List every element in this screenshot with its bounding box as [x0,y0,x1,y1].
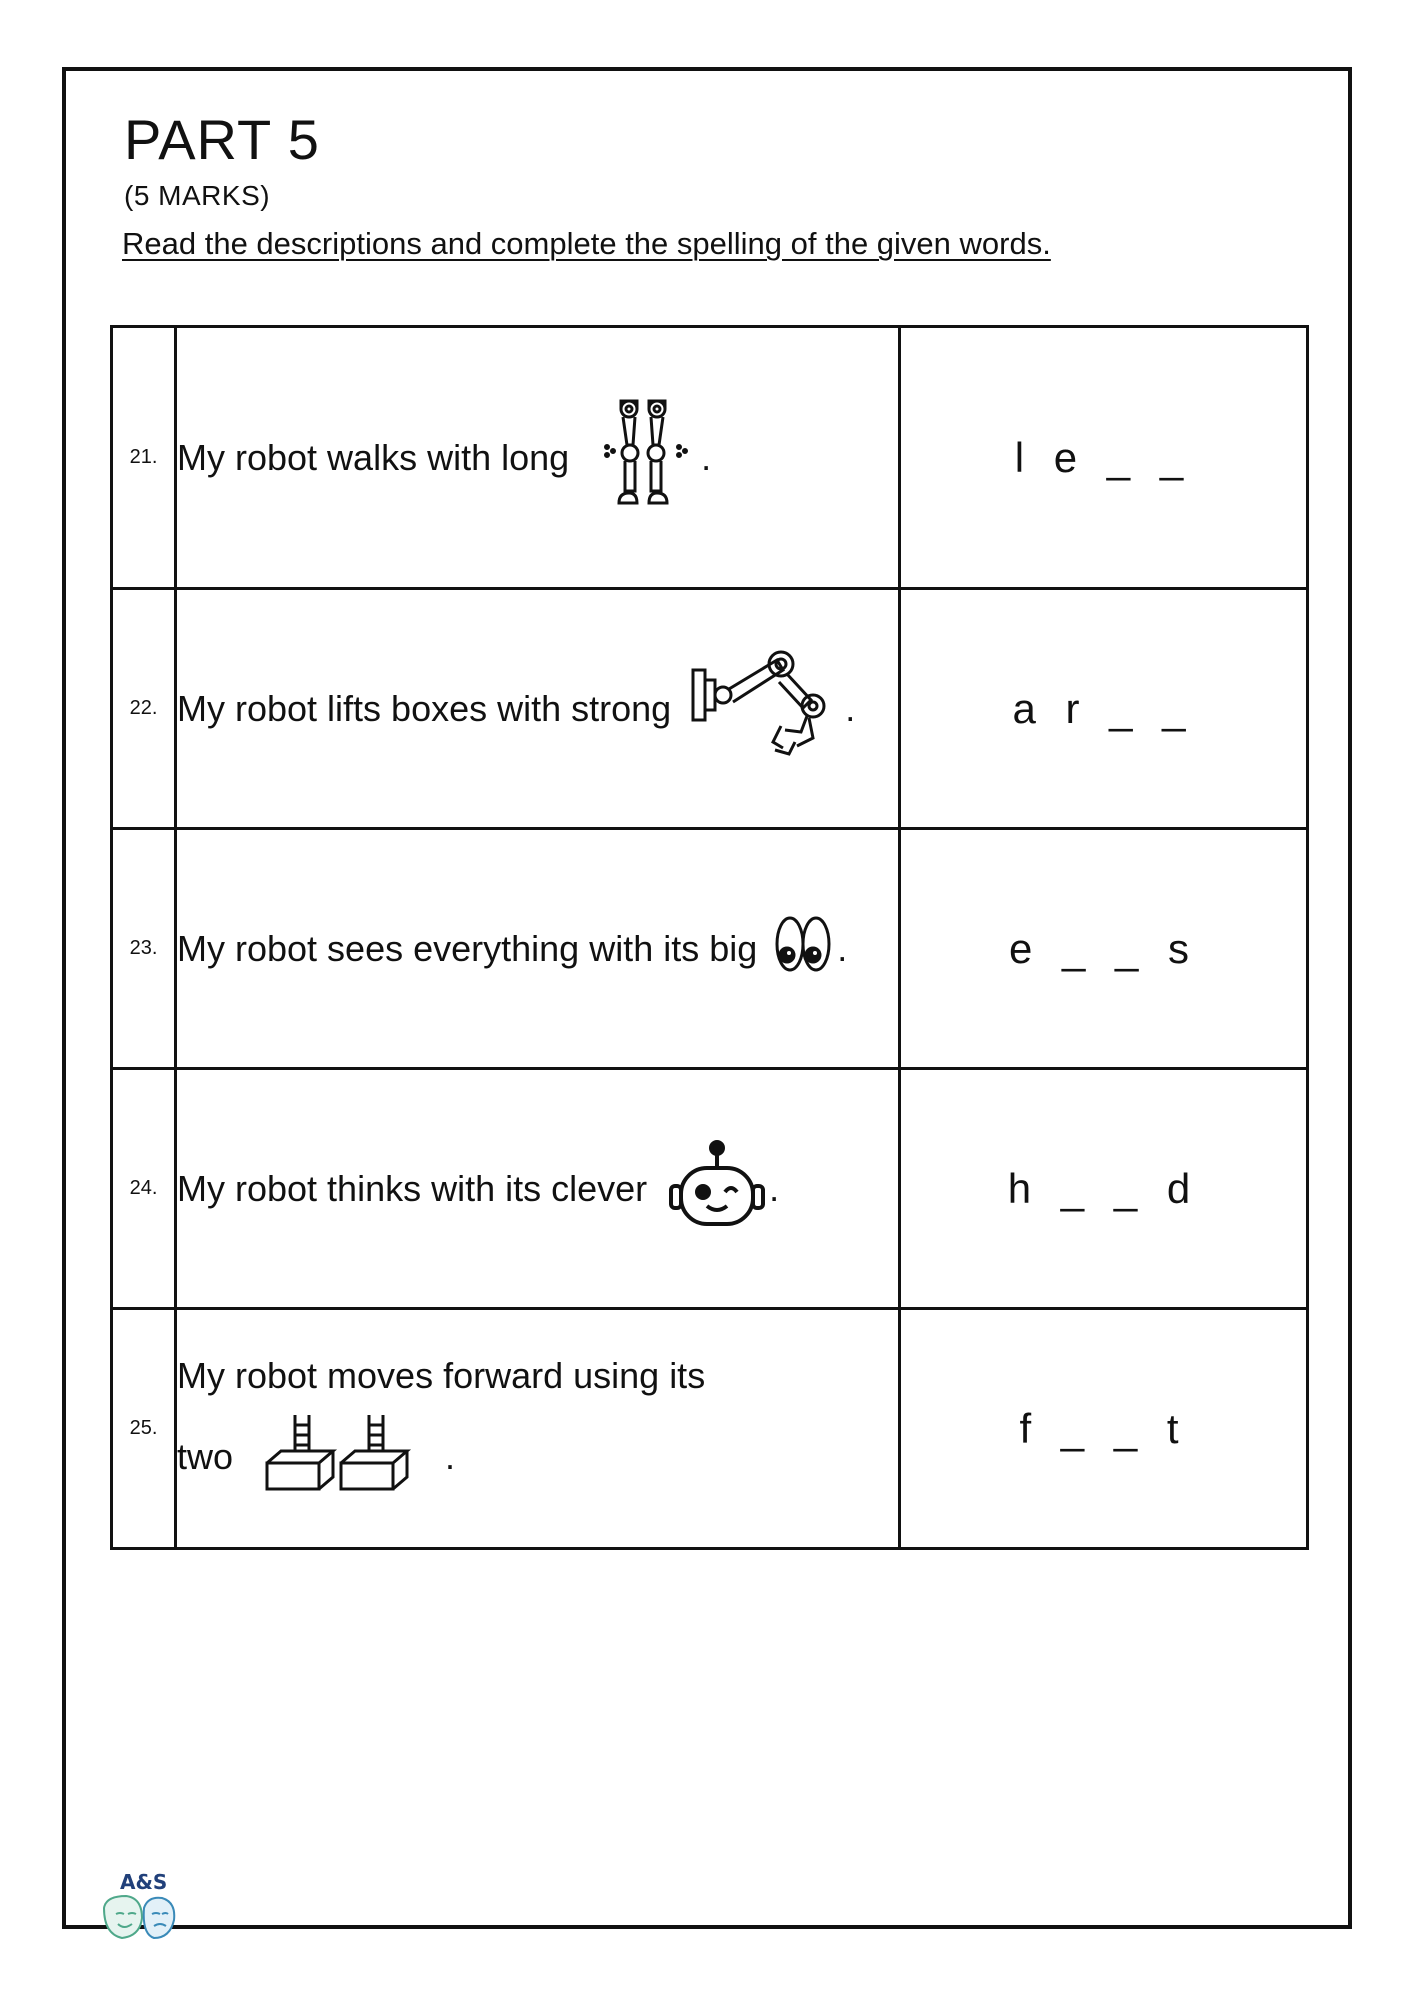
part-title: PART 5 [124,108,320,171]
answer-blank[interactable]: a r _ _ [900,589,1308,829]
sentence-text: My robot lifts boxes with strong [177,687,672,729]
sentence-text: My robot walks with long [177,436,570,478]
eyes-icon [773,913,833,984]
question-sentence [176,327,900,589]
answer-blank[interactable]: l e _ _ [900,327,1308,589]
robot-arm-icon [689,642,839,775]
sentence-end: . [837,927,848,969]
table-row [112,1309,1308,1549]
question-sentence [176,1069,900,1309]
instructions: Read the descriptions and complete the spelling of the given words. [122,226,1051,261]
sentence-text-line2: two [177,1435,234,1477]
question-number: 22. [112,589,176,829]
robot-legs-icon [599,395,695,520]
sentence-text: My robot sees everything with its big [177,927,758,969]
table-row [112,589,1308,829]
table-row [112,327,1308,589]
answer-blank[interactable]: h _ _ d [900,1069,1308,1309]
question-number: 25. [112,1309,176,1549]
question-sentence [176,829,900,1069]
question-number: 23. [112,829,176,1069]
answer-blank[interactable]: f _ _ t [900,1309,1308,1549]
sentence-text-line1: My robot moves forward using its [177,1355,706,1396]
question-number: 21. [112,327,176,589]
table-row [112,1069,1308,1309]
sentence-end: . [445,1435,456,1477]
sentence-end: . [845,687,856,729]
question-table [110,325,1309,1550]
sentence-end: . [701,436,712,478]
robot-head-icon [669,1138,765,1239]
robot-feet-icon [261,1411,421,1502]
sentence-text: My robot thinks with its clever [177,1167,648,1209]
logo-text: A&S [120,1870,168,1894]
question-sentence [176,589,900,829]
sentence-end: . [769,1167,780,1209]
table-row [112,829,1308,1069]
question-sentence [176,1309,900,1549]
marks-label: (5 MARKS) [124,180,271,211]
question-number: 24. [112,1069,176,1309]
answer-blank[interactable]: e _ _ s [900,829,1308,1069]
